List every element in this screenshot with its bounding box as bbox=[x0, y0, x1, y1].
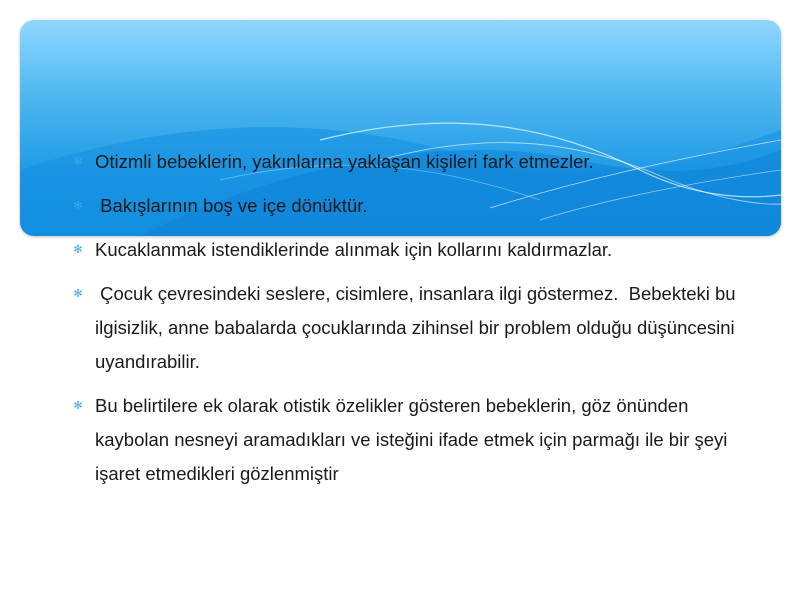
snowflake-bullet-icon: ✻ bbox=[73, 200, 83, 212]
bullet-text: Kucaklanmak istendiklerinde alınmak için kollarını kaldırmazlar. bbox=[95, 239, 613, 260]
bullet-item-4 bbox=[72, 277, 762, 379]
bullet-text: Bakışlarının boş ve içe dönüktür. bbox=[95, 195, 368, 216]
bullet-item-2 bbox=[72, 189, 762, 223]
bullet-item-5 bbox=[72, 389, 762, 491]
snowflake-bullet-icon: ✻ bbox=[73, 244, 83, 256]
bullet-item-1 bbox=[72, 145, 762, 179]
bullet-text: Otizmli bebeklerin, yakınlarına yaklaşan kişileri fark etmezler. bbox=[95, 151, 594, 172]
bullet-text: Çocuk çevresindeki seslere, cisimlere, insanlara ilgi göstermez. Bebekteki bu ilgisizlik, anne babalarda çocuklarında zihinsel bir problem olduğu düşüncesini uyandırabilir. bbox=[95, 283, 741, 372]
bullet-list bbox=[72, 145, 762, 501]
bullet-text: Bu belirtilere ek olarak otistik özelikler gösteren bebeklerin, göz önünden kaybolan nesneyi aramadıkları ve isteğini ifade etmek için parmağı ile bir şeyi işaret etmedikleri gözlenmiştir bbox=[95, 395, 733, 484]
snowflake-bullet-icon: ✻ bbox=[73, 400, 83, 412]
snowflake-bullet-icon: ✻ bbox=[73, 156, 83, 168]
snowflake-bullet-icon: ✻ bbox=[73, 288, 83, 300]
bullet-item-3 bbox=[72, 233, 762, 267]
